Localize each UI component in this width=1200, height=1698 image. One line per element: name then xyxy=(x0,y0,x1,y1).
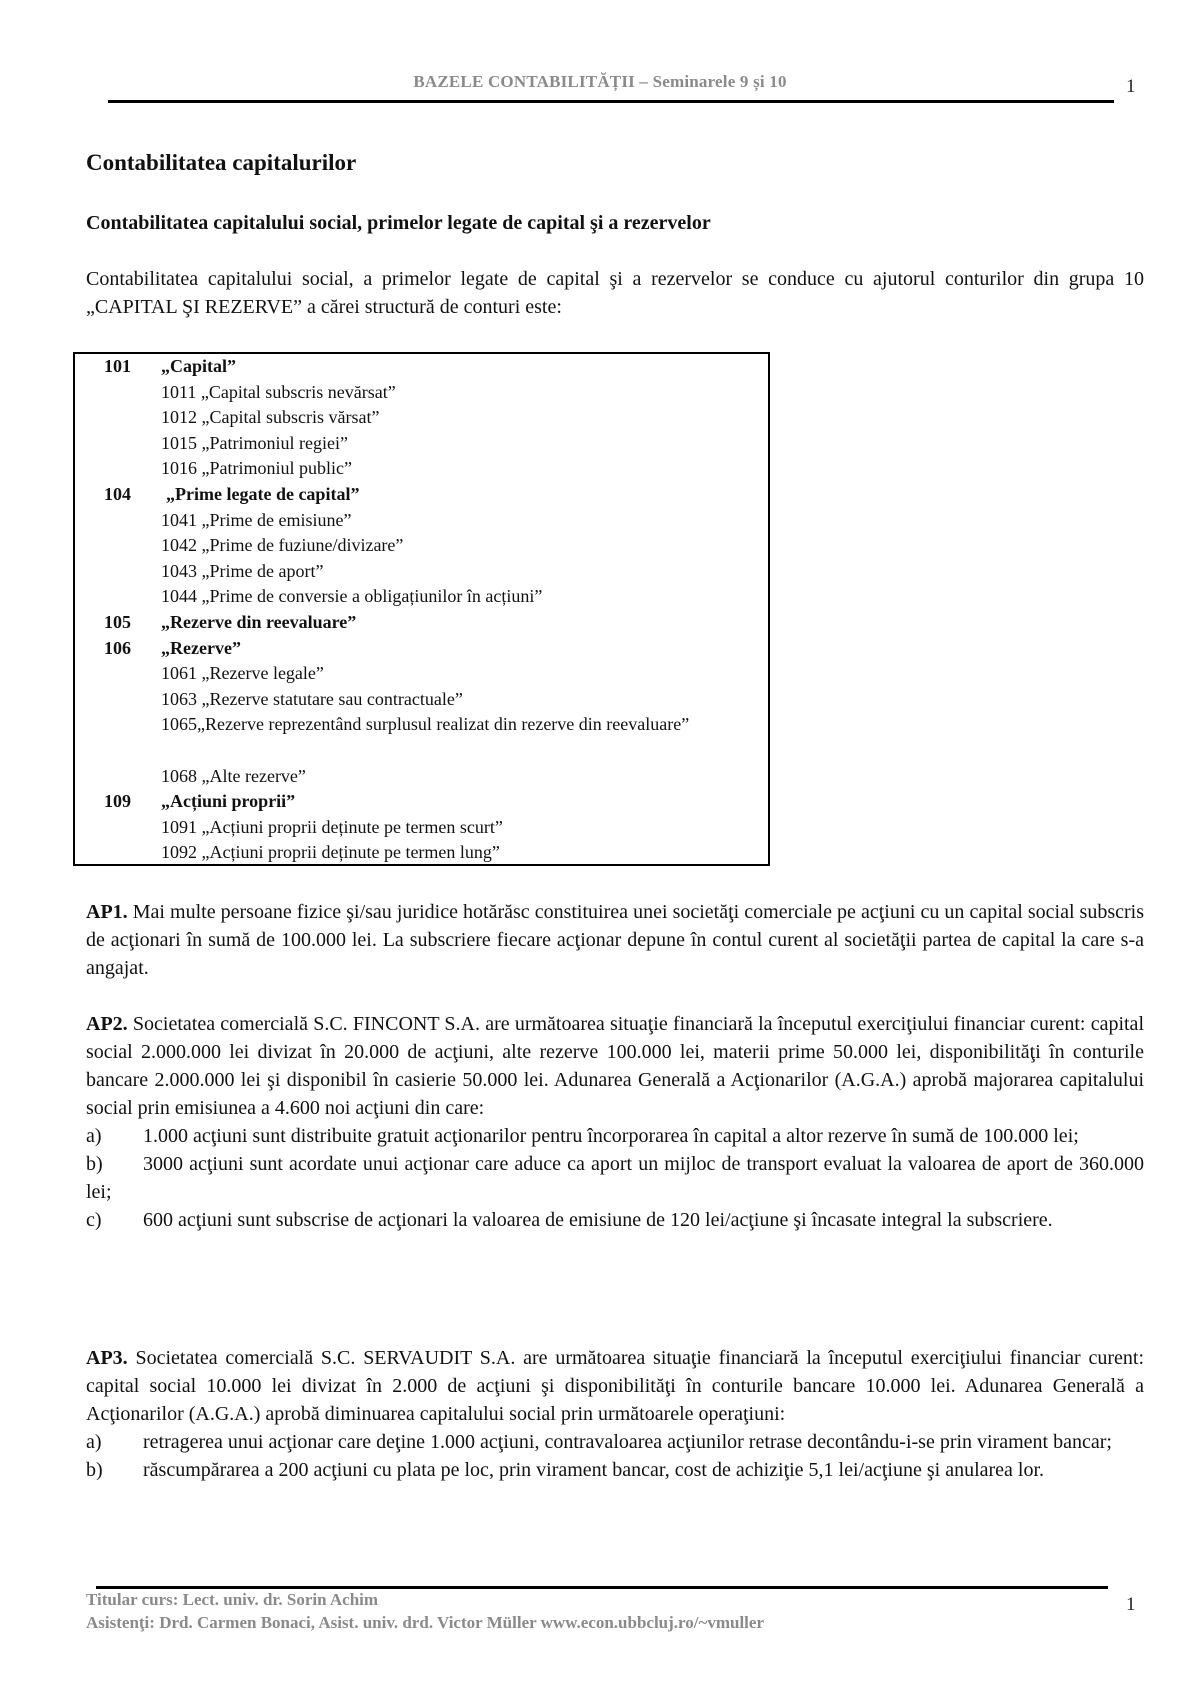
section-title: Contabilitatea capitalurilor xyxy=(86,150,357,175)
account-code: 109 xyxy=(104,791,131,812)
item-text: 3000 acţiuni sunt acordate unui acţionar care aduce ca aport un mijloc de transport evaluat la valoarea de aport de 360.000 lei; xyxy=(86,1153,1144,1203)
ap1-paragraph xyxy=(86,898,1144,982)
ap2-paragraph xyxy=(86,1010,1144,1234)
ap3-paragraph xyxy=(86,1344,1144,1484)
subsection-title: Contabilitatea capitalului social, primelor legate de capital şi a rezervelor xyxy=(86,212,711,234)
footer-assistants: Asistenţi: Drd. Carmen Bonaci, Asist. univ. drd. Victor Müller www.econ.ubbcluj.ro/~vmuller xyxy=(86,1613,764,1632)
account-title: „Rezerve din reevaluare” xyxy=(161,612,357,632)
subaccount: 1068 „Alte rezerve” xyxy=(161,765,306,786)
item-text: retragerea unui acţionar care deţine 1.000 acţiuni, contravaloarea acţiunilor retrase decontându-i-se prin virament bancar; xyxy=(143,1431,1112,1453)
subaccount: 1043 „Prime de aport” xyxy=(161,560,324,581)
item-letter: a) xyxy=(86,1431,102,1453)
item-text: 600 acţiuni sunt subscrise de acţionari la valoarea de emisiune de 120 lei/acţiune şi încasate integral la subscriere. xyxy=(143,1209,1053,1231)
ap3-text: Societatea comercială S.C. SERVAUDIT S.A. are următoarea situaţie financiară la începutul exerciţiului financiar curent: capital social 10.000 lei divizat în 2.000 de acţiuni şi disponibilităţi în conturile bancare 10.000 lei. Adunarea Generală a Acţionarilor (A.G.A.) aprobă diminuarea capitalului social prin următoarele operaţiuni: xyxy=(86,1347,1145,1425)
item-letter: b) xyxy=(86,1459,103,1481)
footer-page-number: 1 xyxy=(1126,1594,1136,1615)
subaccount: 1044 „Prime de conversie a obligațiunilor în acțiuni” xyxy=(161,586,543,607)
subaccount: 1012 „Capital subscris vărsat” xyxy=(161,407,380,428)
list-item xyxy=(86,1456,1144,1484)
list-item xyxy=(86,1122,1144,1150)
subaccount: 1061 „Rezerve legale” xyxy=(161,663,324,684)
intro-paragraph: Contabilitatea capitalului social, a primelor legate de capital şi a rezervelor se conduce cu ajutorul conturilor din grupa 10 „CAPITAL ŞI REZERVE” a cărei structură de conturi este: xyxy=(86,268,1144,318)
ap3-label: AP3. xyxy=(86,1347,128,1369)
subaccount: 1042 „Prime de fuziune/divizare” xyxy=(161,535,404,556)
account-code: 106 xyxy=(104,637,131,658)
header-page-number: 1 xyxy=(1126,76,1136,97)
list-item xyxy=(86,1206,1144,1234)
subaccount: 1041 „Prime de emisiune” xyxy=(161,509,352,530)
subaccount: 1092 „Acțiuni proprii deținute pe termen lung” xyxy=(161,842,500,863)
account-title: „Rezerve” xyxy=(161,637,241,658)
account-code: 105 xyxy=(104,612,131,632)
list-item xyxy=(86,1428,1144,1456)
account-title: „Prime legate de capital” xyxy=(166,484,360,504)
subaccount: 1016 „Patrimoniul public” xyxy=(161,458,352,479)
account-code: 104 xyxy=(104,484,131,504)
account-title: „Acțiuni proprii” xyxy=(161,791,296,812)
ap1-text: Mai multe persoane fizice şi/sau juridice hotărăsc constituirea unei societăţi comerciale pe acţiuni cu un capital social subscris de acţionari în sumă de 100.000 lei. La subscriere fiecare acţionar depune în contul curent al societăţii partea de capital la care s-a angajat. xyxy=(86,901,1145,979)
subaccount: 1015 „Patrimoniul regiei” xyxy=(161,432,348,453)
subaccount: 1011 „Capital subscris nevărsat” xyxy=(161,381,396,402)
header-rule xyxy=(108,100,1114,103)
subaccount: 1063 „Rezerve statutare sau contractuale” xyxy=(161,688,463,709)
footer-rule xyxy=(96,1586,1108,1589)
item-letter: b) xyxy=(86,1153,103,1175)
item-letter: a) xyxy=(86,1125,102,1147)
footer-titular: Titular curs: Lect. univ. dr. Sorin Achim xyxy=(86,1590,379,1609)
ap2-label: AP2. xyxy=(86,1013,128,1035)
account-title: „Capital” xyxy=(161,356,237,376)
item-text: răscumpărarea a 200 acţiuni cu plata pe loc, prin virament bancar, cost de achiziţie 5,1 lei/acţiune şi anularea lor. xyxy=(143,1459,1045,1481)
ap1-label: AP1. xyxy=(86,901,128,923)
item-text: 1.000 acţiuni sunt distribuite gratuit acţionarilor pentru încorporarea în capital a altor rezerve în sumă de 100.000 lei; xyxy=(143,1125,1079,1147)
item-letter: c) xyxy=(86,1209,102,1231)
accounts-box xyxy=(73,352,770,866)
subaccount: 1065„Rezerve reprezentând surplusul realizat din rezerve din reevaluare” xyxy=(161,714,690,735)
subaccount: 1091 „Acțiuni proprii deținute pe termen scurt” xyxy=(161,816,503,837)
account-code: 101 xyxy=(104,356,131,376)
ap2-text: Societatea comercială S.C. FINCONT S.A. are următoarea situaţie financiară la începutul exerciţiului financiar curent: capital social 2.000.000 lei divizat în 20.000 de acţiuni, alte rezerve 100.000 lei, materii prime 50.000 lei, disponibilităţi în conturile bancare 2.000.000 lei şi disponibil în casierie 50.000 lei. Adunarea Generală a Acţionarilor (A.G.A.) aprobă majorarea capitalului social prin emisiunea a 4.600 noi acţiuni din care: xyxy=(86,1013,1144,1119)
list-item xyxy=(86,1150,1144,1206)
header-title: BAZELE CONTABILITĂȚII – Seminarele 9 și 10 xyxy=(413,72,787,91)
